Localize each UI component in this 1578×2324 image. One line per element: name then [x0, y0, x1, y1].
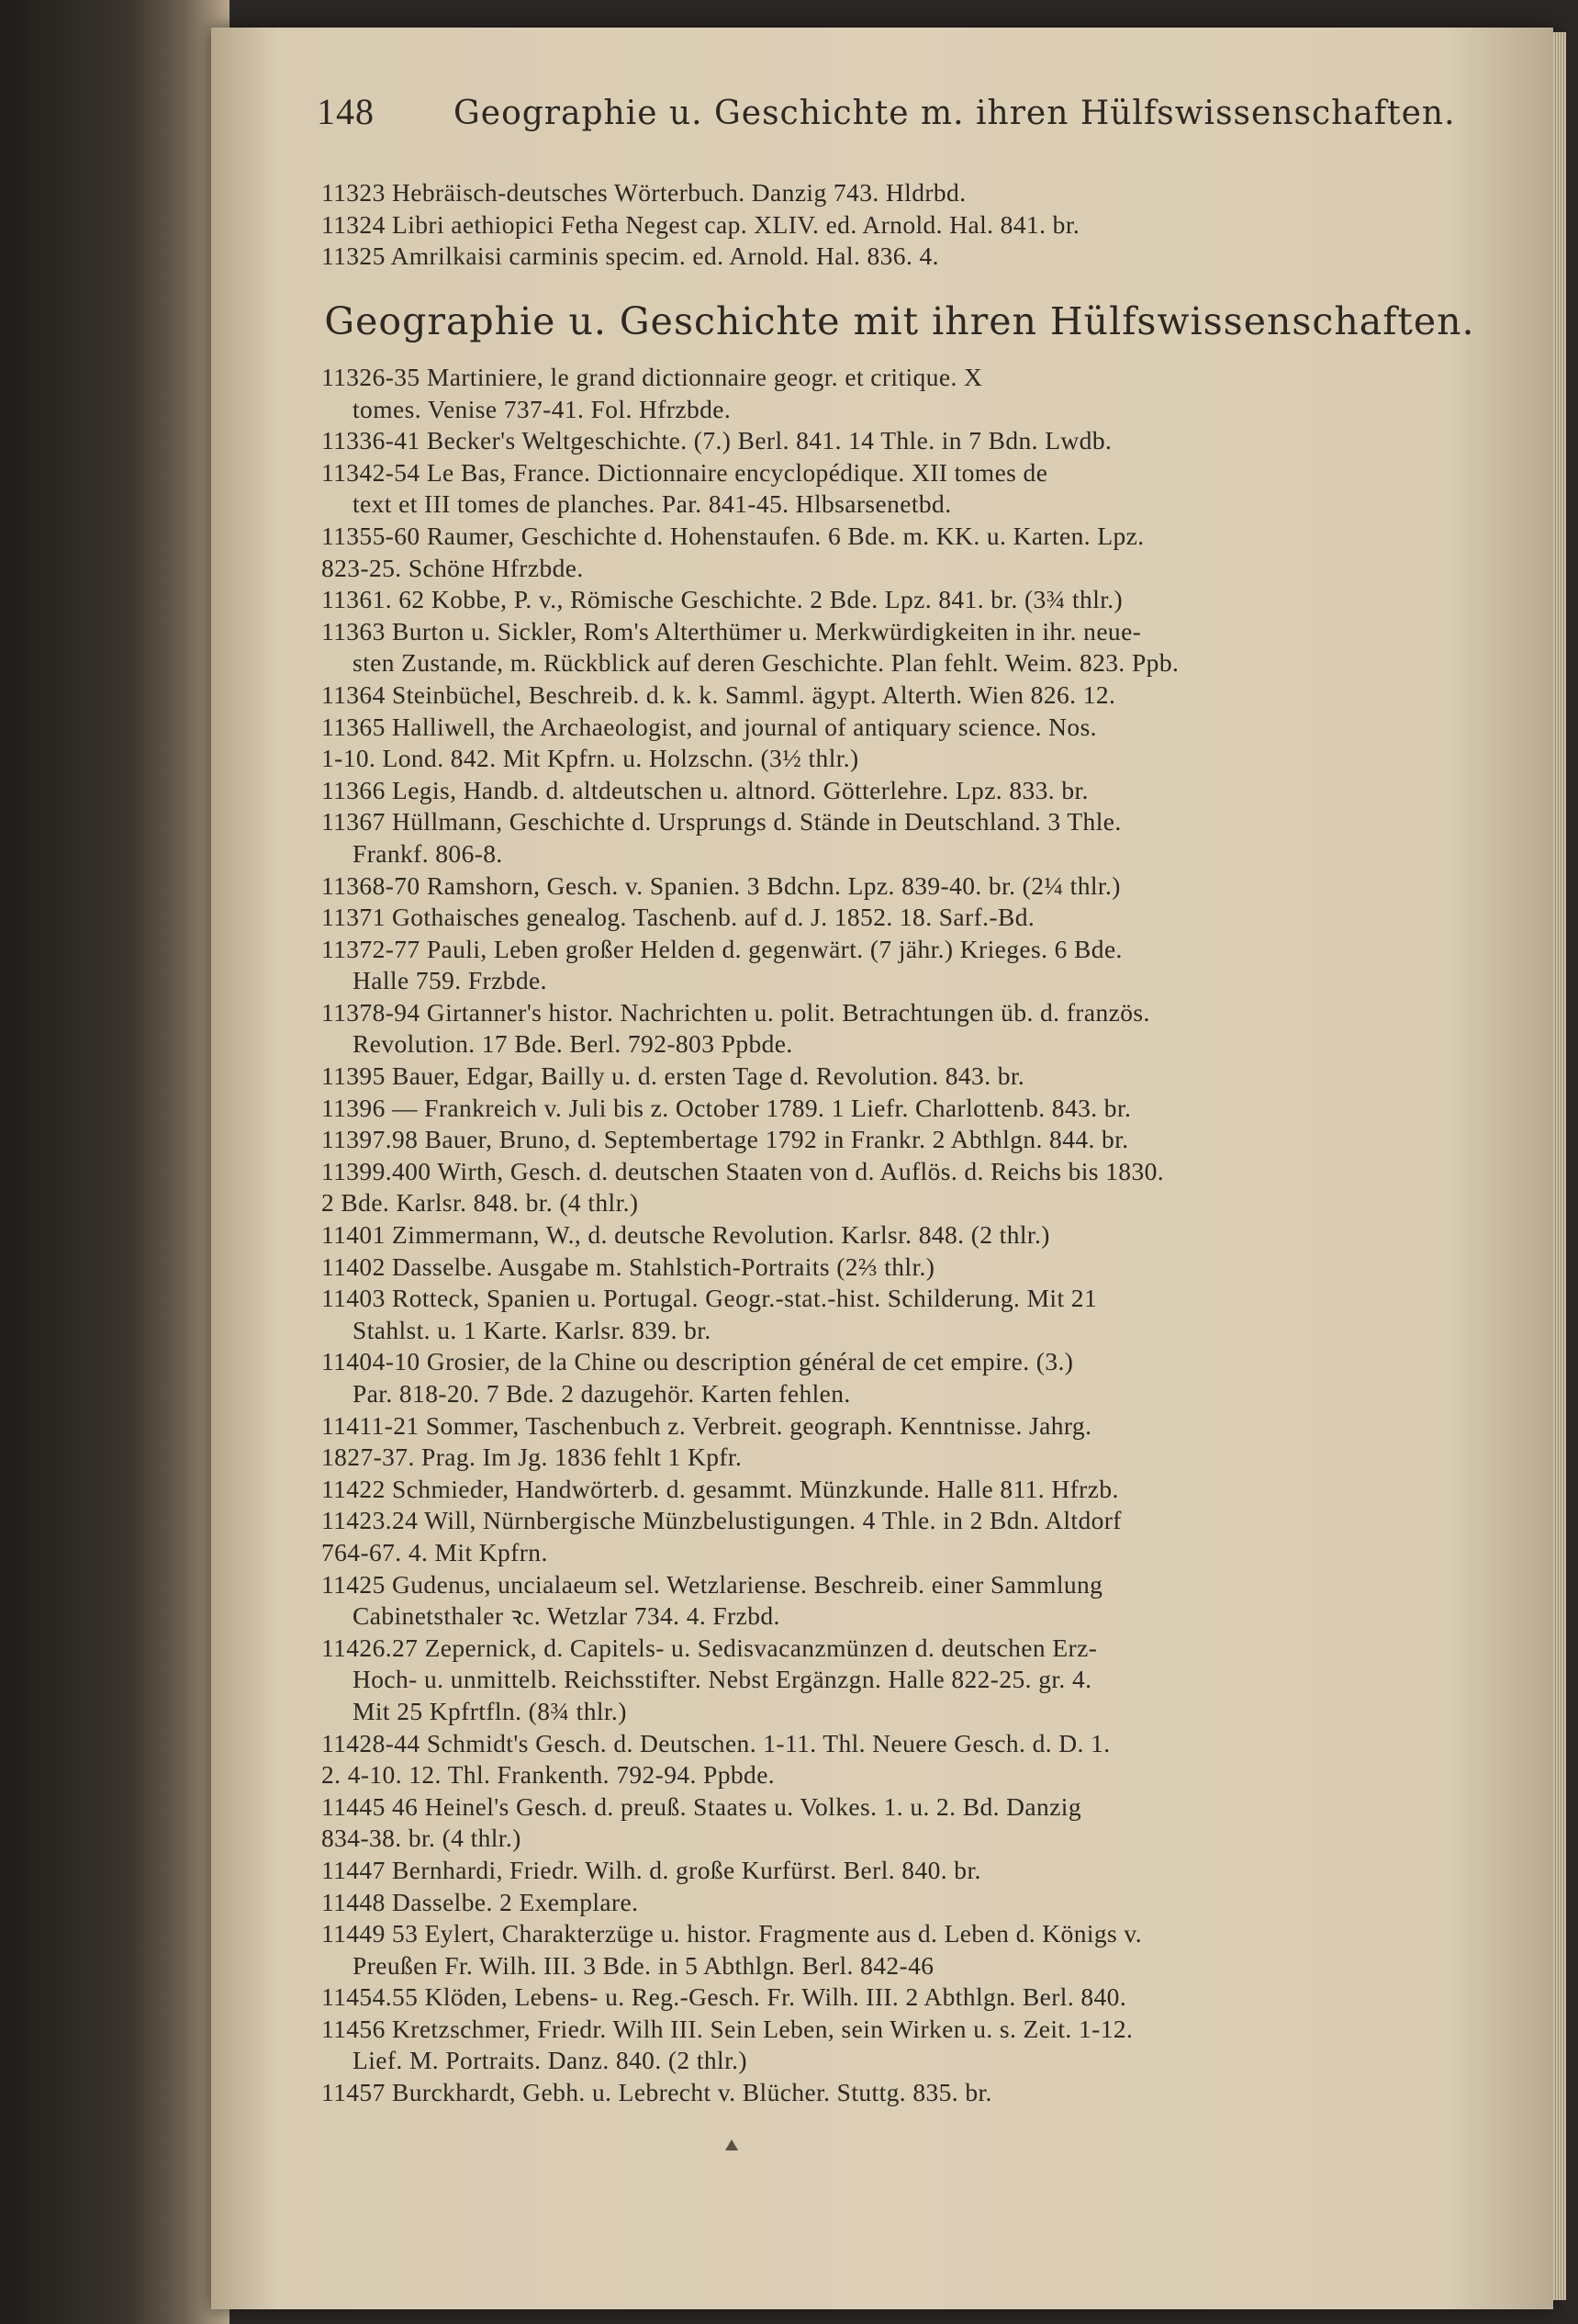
entry-line: 11423.24 Will, Nürnbergische Münzbelustigungen. 4 Thle. in 2 Bdn. Altdorf [321, 1506, 1122, 1535]
entry-line: 11325 Amrilkaisi carminis specim. ed. Arnold. Hal. 836. 4. [321, 241, 939, 271]
page-number: 148 [317, 91, 375, 132]
entry-line: 11355-60 Raumer, Geschichte d. Hohenstaufen. 6 Bde. m. KK. u. Karten. Lpz. [321, 521, 1145, 550]
entry-line: 11364 Steinbüchel, Beschreib. d. k. k. Samml. ägypt. Alterth. Wien 826. 12. [321, 679, 1116, 709]
book-gutter [0, 0, 229, 2324]
entry-line: 11404-10 Grosier, de la Chine ou description général de cet empire. (3.) [321, 1347, 1074, 1376]
entry-line: 11425 Gudenus, uncialaeum sel. Wetzlariense. Beschreib. einer Sammlung [321, 1569, 1103, 1599]
entry-line: 11426.27 Zepernick, d. Capitels- u. Sedisvacanzmünzen d. deutschen Erz- [321, 1633, 1098, 1662]
entry-line: 1827-37. Prag. Im Jg. 1836 fehlt 1 Kpfr. [321, 1443, 743, 1472]
entry-line: 11342-54 Le Bas, France. Dictionnaire encyclopédique. XII tomes de [321, 457, 1048, 487]
entry-line: Frankf. 806-8. [353, 838, 503, 868]
entry-line: 11396 — Frankreich v. Juli bis z. October 1789. 1 Liefr. Charlottenb. 843. br. [321, 1093, 1132, 1122]
running-title: Geographie u. Geschichte m. ihren Hülfswissenschaften. [453, 95, 1456, 132]
entry-line: Par. 818-20. 7 Bde. 2 dazugehör. Karten fehlen. [353, 1379, 851, 1408]
entry-line: 11448 Dasselbe. 2 Exemplare. [321, 1887, 639, 1916]
entry-line: 11422 Schmieder, Handwörterb. d. gesammt. Münzkunde. Halle 811. Hfrzb. [321, 1474, 1119, 1503]
entry-line: Hoch- u. unmittelb. Reichsstifter. Nebst Ergänzgn. Halle 822-25. gr. 4. [353, 1665, 1092, 1694]
entry-line: 11456 Kretzschmer, Friedr. Wilh III. Sein Leben, sein Wirken u. s. Zeit. 1-12. [321, 2014, 1134, 2043]
entry-line: 11399.400 Wirth, Gesch. d. deutschen Staaten von d. Auflös. d. Reichs bis 1830. [321, 1156, 1165, 1185]
entry-line: 2 Bde. Karlsr. 848. br. (4 thlr.) [321, 1188, 639, 1218]
entry-line: 11428-44 Schmidt's Gesch. d. Deutschen. 1-11. Thl. Neuere Gesch. d. D. 1. [321, 1728, 1111, 1757]
entry-line: 823-25. Schöne Hfrzbde. [321, 553, 584, 582]
top-entries [321, 177, 1478, 273]
entry-line: tomes. Venise 737-41. Fol. Hfrzbde. [353, 394, 732, 423]
entry-line: 764-67. 4. Mit Kpfrn. [321, 1537, 548, 1566]
entry-line: 11372-77 Pauli, Leben großer Helden d. gegenwärt. (7 jähr.) Krieges. 6 Bde. [321, 934, 1123, 963]
entry-line: text et III tomes de planches. Par. 841-45. Hlbsarsenetbd. [353, 489, 952, 519]
entry-line: 11454.55 Klöden, Lebens- u. Reg.-Gesch. Fr. Wilh. III. 2 Abthlgn. Berl. 840. [321, 1982, 1127, 2012]
entry-line: Lief. M. Portraits. Danz. 840. (2 thlr.) [353, 2046, 747, 2075]
entry-line: 11324 Libri aethiopici Fetha Negest cap. XLIV. ed. Arnold. Hal. 841. br. [321, 209, 1080, 239]
page-ornament [725, 2139, 738, 2150]
entry-line: Revolution. 17 Bde. Berl. 792-803 Ppbde. [353, 1029, 793, 1059]
entry-line: 11401 Zimmermann, W., d. deutsche Revolution. Karlsr. 848. (2 thlr.) [321, 1220, 1050, 1250]
entry-line: Mit 25 Kpfrtfln. (8¾ thlr.) [353, 1696, 627, 1725]
entry-line: 11449 53 Eylert, Charakterzüge u. histor. Fragmente aus d. Leben d. Königs v. [321, 1919, 1143, 1948]
entry-line: 11445 46 Heinel's Gesch. d. preuß. Staates u. Volkes. 1. u. 2. Bd. Danzig [321, 1791, 1081, 1821]
entry-line: Preußen Fr. Wilh. III. 3 Bde. in 5 Abthlgn. Berl. 842-46 [353, 1950, 934, 1980]
entry-line: 11378-94 Girtanner's histor. Nachrichten u. polit. Betrachtungen üb. d. französ. [321, 997, 1150, 1027]
entry-line: 11336-41 Becker's Weltgeschichte. (7.) Berl. 841. 14 Thle. in 7 Bdn. Lwdb. [321, 426, 1113, 455]
entry-line: 834-38. br. (4 thlr.) [321, 1824, 521, 1853]
entry-line: 11397.98 Bauer, Bruno, d. Septembertage 1792 in Frankr. 2 Abthlgn. 844. br. [321, 1125, 1129, 1154]
entry-line: 11457 Burckhardt, Gebh. u. Lebrecht v. Blücher. Stuttg. 835. br. [321, 2078, 992, 2107]
entry-line: 11367 Hüllmann, Geschichte d. Ursprungs d. Stände in Deutschland. 3 Thle. [321, 807, 1122, 836]
entry-line: 11363 Burton u. Sickler, Rom's Alterthümer u. Merkwürdigkeiten in ihr. neue- [321, 616, 1142, 646]
page-edges [1553, 32, 1566, 2300]
entry-line: 11366 Legis, Handb. d. altdeutschen u. altnord. Götterlehre. Lpz. 833. br. [321, 775, 1089, 804]
entry-line: Halle 759. Frzbde. [353, 966, 547, 995]
catalog-entries [321, 362, 1478, 2109]
running-header [317, 90, 1483, 133]
entry-line: 2. 4-10. 12. Thl. Frankenth. 792-94. Ppbde. [321, 1760, 776, 1790]
entry-line: 11371 Gothaisches genealog. Taschenb. auf d. J. 1852. 18. Sarf.-Bd. [321, 903, 1035, 932]
entry-line: 11368-70 Ramshorn, Gesch. v. Spanien. 3 Bdchn. Lpz. 839-40. br. (2¼ thlr.) [321, 870, 1121, 900]
entry-line: sten Zustande, m. Rückblick auf deren Geschichte. Plan fehlt. Weim. 823. Ppb. [353, 648, 1180, 678]
entry-line: Cabinetsthaler ꝛc. Wetzlar 734. 4. Frzbd. [353, 1601, 780, 1631]
entry-line: 11395 Bauer, Edgar, Bailly u. d. ersten Tage d. Revolution. 843. br. [321, 1061, 1025, 1091]
entry-line: 11403 Rotteck, Spanien u. Portugal. Geogr.-stat.-hist. Schilderung. Mit 21 [321, 1284, 1098, 1313]
section-title: Geographie u. Geschichte mit ihren Hülfswissenschaften. [324, 299, 1475, 343]
entry-line: 11323 Hebräisch-deutsches Wörterbuch. Danzig 743. Hldrbd. [321, 178, 967, 207]
entry-line: 11447 Bernhardi, Friedr. Wilh. d. große Kurfürst. Berl. 840. br. [321, 1855, 981, 1884]
entry-line: Stahlst. u. 1 Karte. Karlsr. 839. br. [353, 1315, 711, 1344]
entry-line: 11365 Halliwell, the Archaeologist, and journal of antiquary science. Nos. [321, 712, 1097, 741]
entry-line: 11361. 62 Kobbe, P. v., Römische Geschichte. 2 Bde. Lpz. 841. br. (3¾ thlr.) [321, 585, 1124, 614]
entry-line: 11402 Dasselbe. Ausgabe m. Stahlstich-Portraits (2⅔ thlr.) [321, 1252, 935, 1281]
entry-line: 1-10. Lond. 842. Mit Kpfrn. u. Holzschn. (3½ thlr.) [321, 744, 859, 773]
entry-line: 11326-35 Martiniere, le grand dictionnaire geogr. et critique. X [321, 363, 983, 391]
entry-line: 11411-21 Sommer, Taschenbuch z. Verbreit. geograph. Kenntnisse. Jahrg. [321, 1410, 1092, 1440]
